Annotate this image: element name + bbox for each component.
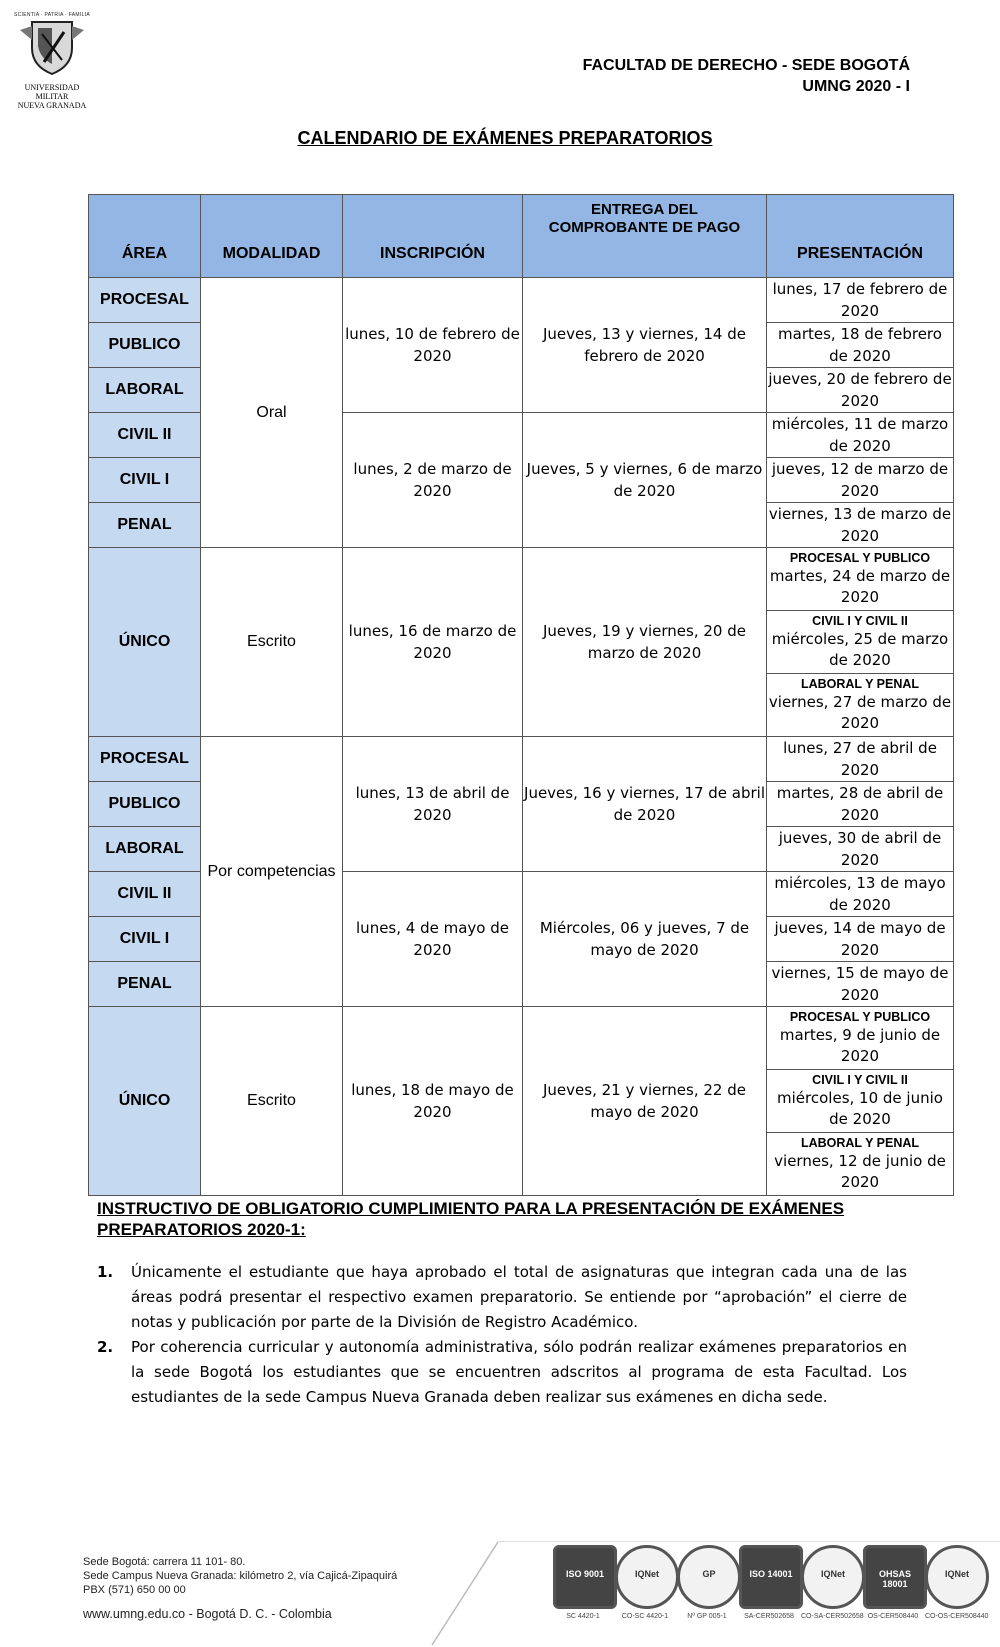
instructivo-list [97, 1260, 907, 1410]
cert-code: SA-CER502658 [744, 1613, 794, 1620]
area-cell: PENAL [89, 503, 201, 548]
presentacion-date: martes, 9 de junio de 2020 [779, 1026, 941, 1065]
presentacion-cell [767, 1007, 954, 1070]
ohsas-seal-icon [863, 1545, 927, 1609]
presentacion-cell [767, 611, 954, 674]
shield-icon [12, 18, 92, 76]
presentacion-cell: jueves, 20 de febrero de 2020 [767, 368, 954, 413]
exam-calendar-table [88, 194, 954, 1196]
item-text: Únicamente el estudiante que haya aprobado el total de asignaturas que integran cada una de las áreas podrá presentar el respectivo examen preparatorio. Se entiende por “aprobación” el cierre de notas y publicación por parte de la División de Registro Académico. [131, 1263, 907, 1331]
area-cell: PENAL [89, 962, 201, 1007]
area-cell: PUBLICO [89, 782, 201, 827]
presentacion-cell: martes, 28 de abril de 2020 [767, 782, 954, 827]
area-cell: LABORAL [89, 827, 201, 872]
header-entrega [523, 195, 767, 278]
presentacion-cell [767, 1133, 954, 1196]
faculty-name: FACULTAD DE DERECHO - SEDE BOGOTÁ [582, 57, 910, 74]
presentacion-cell: martes, 18 de febrero de 2020 [767, 323, 954, 368]
inscripcion-cell: lunes, 16 de marzo de 2020 [343, 548, 523, 737]
group-label: CIVIL I Y CIVIL II [812, 614, 908, 628]
item-text: Por coherencia curricular y autonomía administrativa, sólo podrán realizar exámenes preparatorios en la sede Bogotá los estudiantes que se encuentren adscritos al programa de esta Facultad. Los estudiantes de la sede Campus Nueva Granada deben realizar sus exámenes en dicha sede. [131, 1338, 907, 1406]
item-number: 1. [97, 1263, 114, 1281]
footer-rule [498, 1541, 1000, 1542]
list-item [97, 1335, 907, 1410]
header-entrega-line2: COMPROBANTE DE PAGO [548, 219, 741, 236]
area-cell: PUBLICO [89, 323, 201, 368]
list-item [97, 1260, 907, 1335]
modalidad-cell: Oral [201, 278, 343, 548]
entrega-cell: Jueves, 21 y viernes, 22 de mayo de 2020 [523, 1007, 767, 1196]
header-modalidad: MODALIDAD [201, 195, 343, 278]
table-row [89, 1007, 954, 1070]
footer-website: www.umng.edu.co - Bogotá D. C. - Colombia [83, 1607, 332, 1621]
entrega-cell: Jueves, 13 y viernes, 14 de febrero de 2020 [523, 278, 767, 413]
presentacion-cell: lunes, 17 de febrero de 2020 [767, 278, 954, 323]
modalidad-cell: Por competencias [201, 737, 343, 1007]
area-cell: PROCESAL [89, 278, 201, 323]
logo-motto: SCIENTIA · PATRIA · FAMILIA [14, 12, 90, 18]
presentacion-cell [767, 1070, 954, 1133]
gp-seal-icon [677, 1545, 741, 1609]
area-cell: LABORAL [89, 368, 201, 413]
cert-code: CO-OS-CER508440 [925, 1613, 989, 1620]
cert-code: SC 4420-1 [566, 1613, 600, 1620]
presentacion-cell: lunes, 27 de abril de 2020 [767, 737, 954, 782]
presentacion-cell: jueves, 14 de mayo de 2020 [767, 917, 954, 962]
period-label: UMNG 2020 - I [802, 78, 910, 95]
footer-address-bogota: Sede Bogotá: carrera 11 101- 80. [83, 1556, 246, 1568]
university-logo [12, 12, 92, 110]
presentacion-date: miércoles, 25 de marzo de 2020 [771, 630, 949, 669]
modalidad-cell: Escrito [201, 548, 343, 737]
area-cell: CIVIL II [89, 413, 201, 458]
cert-label: OHSAS 18001 [878, 1569, 911, 1589]
area-cell: CIVIL I [89, 458, 201, 503]
logo-name [12, 83, 92, 110]
cert-seal [615, 1545, 675, 1620]
area-cell: ÚNICO [89, 548, 201, 737]
cert-code: Nº GP 005-1 [687, 1613, 727, 1620]
presentacion-cell: jueves, 12 de marzo de 2020 [767, 458, 954, 503]
table-row [89, 548, 954, 611]
iqnet-seal-icon [925, 1545, 989, 1609]
area-cell: CIVIL I [89, 917, 201, 962]
cert-code: CO-SC 4420-1 [621, 1613, 669, 1620]
instructivo-title: INSTRUCTIVO DE OBLIGATORIO CUMPLIMIENTO PARA LA PRESENTACIÓN DE EXÁMENES PREPARATORIOS 2020-1: [97, 1199, 845, 1239]
entrega-cell: Jueves, 5 y viernes, 6 de marzo de 2020 [523, 413, 767, 548]
faculty-header [583, 55, 910, 97]
icontec-seal-icon [553, 1545, 617, 1609]
inscripcion-cell: lunes, 13 de abril de 2020 [343, 737, 523, 872]
cert-code: CO-SA-CER502658 [801, 1613, 864, 1620]
iqnet-seal-icon [801, 1545, 865, 1609]
table-header-row [89, 195, 954, 278]
group-label: PROCESAL Y PUBLICO [789, 1010, 931, 1024]
area-cell: PROCESAL [89, 737, 201, 782]
footer-contact [83, 1555, 397, 1621]
cert-label: ISO 14001 [749, 1569, 793, 1579]
presentacion-date: martes, 24 de marzo de 2020 [769, 567, 951, 606]
presentacion-cell: viernes, 15 de mayo de 2020 [767, 962, 954, 1007]
header-area: ÁREA [89, 195, 201, 278]
presentacion-cell: miércoles, 13 de mayo de 2020 [767, 872, 954, 917]
header-presentacion: PRESENTACIÓN [767, 195, 954, 278]
header-entrega-line1: ENTREGA DEL [591, 201, 698, 218]
cert-seal [739, 1545, 799, 1620]
cert-label: IQNet [634, 1569, 659, 1579]
inscripcion-cell: lunes, 10 de febrero de 2020 [343, 278, 523, 413]
presentacion-cell: viernes, 13 de marzo de 2020 [767, 503, 954, 548]
presentacion-cell [767, 548, 954, 611]
cert-seal [677, 1545, 737, 1620]
cert-label: IQNet [820, 1569, 845, 1579]
inscripcion-cell: lunes, 18 de mayo de 2020 [343, 1007, 523, 1196]
header-inscripcion: INSCRIPCIÓN [343, 195, 523, 278]
cert-code: OS-CER508440 [867, 1613, 919, 1620]
area-cell: ÚNICO [89, 1007, 201, 1196]
inscripcion-cell: lunes, 2 de marzo de 2020 [343, 413, 523, 548]
presentacion-cell: jueves, 30 de abril de 2020 [767, 827, 954, 872]
inscripcion-cell: lunes, 4 de mayo de 2020 [343, 872, 523, 1007]
presentacion-date: viernes, 12 de junio de 2020 [774, 1152, 946, 1191]
area-cell: CIVIL II [89, 872, 201, 917]
footer-address-campus: Sede Campus Nueva Granada: kilómetro 2, vía Cajicá-Zipaquirá [83, 1570, 398, 1582]
entrega-cell: Jueves, 16 y viernes, 17 de abril de 2020 [523, 737, 767, 872]
presentacion-date: miércoles, 10 de junio de 2020 [777, 1089, 943, 1128]
page-title: CALENDARIO DE EXÁMENES PREPARATORIOS [297, 128, 713, 148]
item-number: 2. [97, 1338, 114, 1356]
cert-seal [553, 1545, 613, 1620]
iqnet-seal-icon [615, 1545, 679, 1609]
group-label: PROCESAL Y PUBLICO [789, 551, 931, 565]
certification-seals [553, 1545, 1000, 1645]
presentacion-cell [767, 674, 954, 737]
group-label: LABORAL Y PENAL [800, 1136, 920, 1150]
modalidad-cell: Escrito [201, 1007, 343, 1196]
group-label: LABORAL Y PENAL [800, 677, 920, 691]
cert-seal [863, 1545, 923, 1620]
presentacion-cell: miércoles, 11 de marzo de 2020 [767, 413, 954, 458]
cert-seal [801, 1545, 864, 1620]
group-label: CIVIL I Y CIVIL II [812, 1073, 908, 1087]
entrega-cell: Jueves, 19 y viernes, 20 de marzo de 2020 [523, 548, 767, 737]
icontec-seal-icon [739, 1545, 803, 1609]
footer-phone: PBX (571) 650 00 00 [83, 1584, 186, 1596]
table-row [89, 737, 954, 782]
cert-seal [925, 1545, 989, 1620]
table-row [89, 278, 954, 323]
logo-name-line1: UNIVERSIDAD MILITAR [24, 83, 80, 101]
cert-label: IQNet [944, 1569, 969, 1579]
footer-divider [430, 1540, 500, 1647]
presentacion-date: viernes, 27 de marzo de 2020 [768, 693, 952, 732]
logo-name-line2: NUEVA GRANADA [17, 101, 87, 110]
cert-label: ISO 9001 [565, 1569, 605, 1579]
entrega-cell: Miércoles, 06 y jueves, 7 de mayo de 2020 [523, 872, 767, 1007]
cert-label: GP [702, 1569, 716, 1579]
